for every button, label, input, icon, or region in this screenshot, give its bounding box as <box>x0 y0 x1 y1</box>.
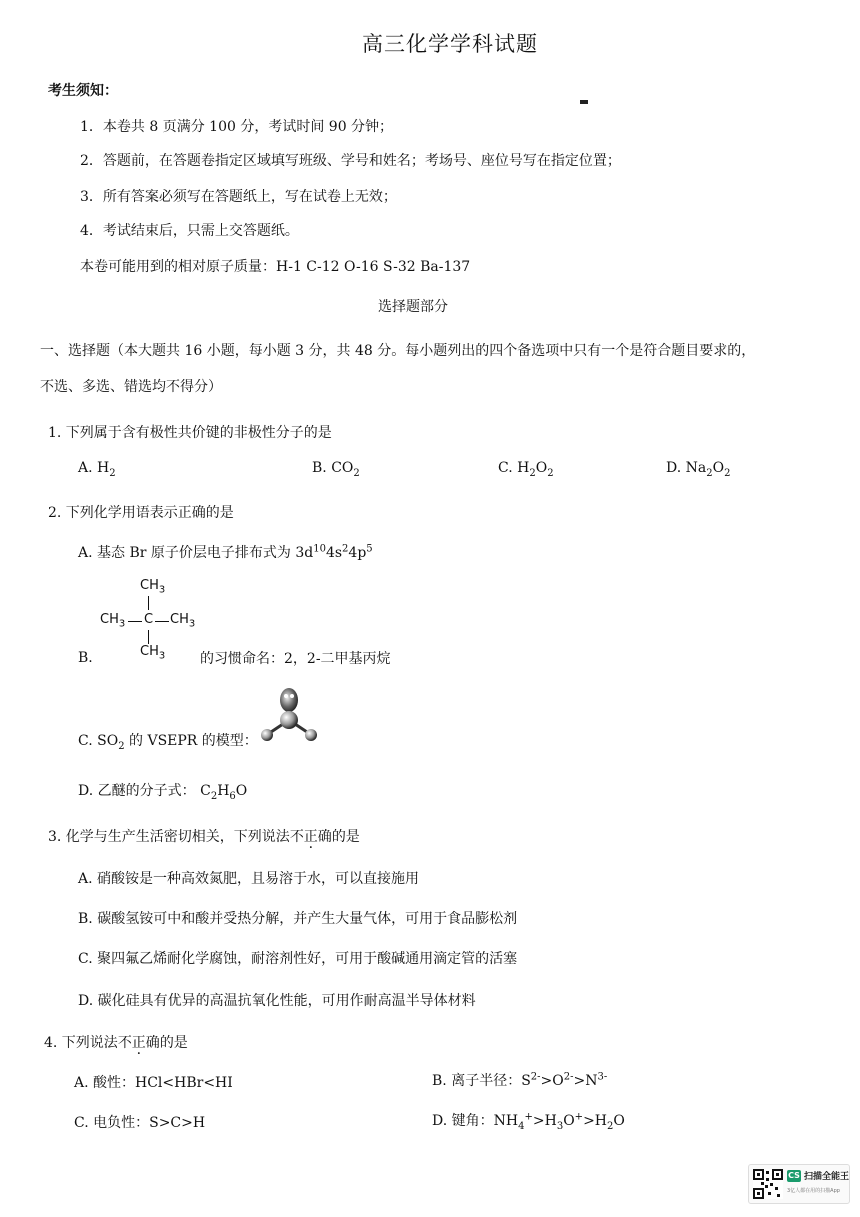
struct-bond-left <box>128 621 142 622</box>
section-intro-line2: 不选、多选、错选均不得分） <box>40 379 222 395</box>
struct-right-ch3: $CH_3$ <box>170 612 196 630</box>
notice-item-1: 1．本卷共 8 页满分 100 分，考试时间 90 分钟； <box>80 119 394 135</box>
q3-option-c: C. 聚四氟乙烯耐化学腐蚀，耐溶剂性好，可用于酸碱通用滴定管的活塞 <box>78 951 518 967</box>
q4-option-b: B. 离子半径：$S^{2-}>O^{2-}>N^{3-}$ <box>432 1071 608 1089</box>
atomic-mass-note: 本卷可能用到的相对原子质量：H-1 C-12 O-16 S-32 Ba-137 <box>80 259 471 275</box>
q2-option-a: A. 基态 Br 原子价层电子排布式为 $3d^{10}4s^24p^5$ <box>78 543 373 561</box>
scan-mark <box>580 100 588 104</box>
q2-option-b-text: 的习惯命名：2，2-二甲基丙烷 <box>200 651 391 667</box>
q3-option-b: B. 碳酸氢铵可中和酸并受热分解，并产生大量气体，可用于食品膨松剂 <box>78 911 518 927</box>
struct-top-ch3: $CH_3$ <box>140 578 166 596</box>
struct-bond-right <box>155 621 169 622</box>
q1-option-d: D. $Na_2O_2$ <box>666 460 731 479</box>
notice-item-2: 2．答题前，在答题卷指定区域填写班级、学号和姓名；考场号、座位号写在指定位置； <box>80 153 621 169</box>
q4-option-c: C. 电负性：S>C>H <box>74 1115 206 1131</box>
q2-stem: 2. 下列化学用语表示正确的是 <box>48 505 234 521</box>
neopentane-structure <box>100 578 200 668</box>
q4-option-d: D. 键角：$NH_4^+>H_3O^+>H_2O$ <box>432 1111 625 1132</box>
q1-stem: 1. 下列属于含有极性共价键的非极性分子的是 <box>48 425 332 441</box>
q4-stem: 4. 下列说法不正确的是 <box>44 1035 188 1051</box>
notice-heading: 考生须知： <box>48 83 118 99</box>
scanner-tagline: 3亿人都在用的扫描App <box>787 1188 840 1194</box>
q3-stem: 3. 化学与生产生活密切相关，下列说法不正确的是 <box>48 829 360 845</box>
q4-emphasis: 不正确 <box>117 1035 160 1051</box>
scanner-watermark <box>748 1164 850 1204</box>
page-title: 高三化学学科试题 <box>362 32 538 56</box>
q2-option-c: C. $SO_2$ 的 VSEPR 的模型： <box>78 733 258 752</box>
q2-option-b-label: B. <box>78 650 93 666</box>
struct-center-c: C <box>144 612 154 627</box>
q3-emphasis: 不正确 <box>289 829 332 845</box>
cs-badge: CS <box>788 1171 800 1180</box>
struct-bond-top <box>148 596 149 610</box>
struct-left-ch3: $CH_3$ <box>100 612 126 630</box>
q3-option-a: A. 硝酸铵是一种高效氮肥，且易溶于水，可以直接施用 <box>78 871 420 887</box>
qr-code-icon <box>753 1169 783 1199</box>
scanner-brand-name: 扫描全能王 <box>804 1172 850 1182</box>
struct-bond-bottom <box>148 630 149 644</box>
q1-option-c: C. $H_2O_2$ <box>498 460 554 479</box>
q1-option-b: B. $CO_2$ <box>312 460 360 479</box>
ether-formula: $C_2H_6O$ <box>200 783 248 802</box>
q2-option-d: D. 乙醚的分子式： $C_2H_6O$ <box>78 783 248 802</box>
section-intro-line1: 一、选择题（本大题共 16 小题，每小题 3 分，共 48 分。每小题列出的四个备选项中只有一个是符合题目要求的， <box>40 343 756 359</box>
struct-bottom-ch3: $CH_3$ <box>140 644 166 662</box>
notice-item-3: 3．所有答案必须写在答题纸上，写在试卷上无效； <box>80 189 397 205</box>
q1-option-a: A. $H_2$ <box>78 460 116 479</box>
so2-vsepr-model-image <box>258 684 320 746</box>
section-title: 选择题部分 <box>378 299 448 315</box>
q3-option-d: D. 碳化硅具有优异的高温抗氧化性能，可用作耐高温半导体材料 <box>78 993 476 1009</box>
notice-item-4: 4．考试结束后，只需上交答题纸。 <box>80 223 299 239</box>
q4-option-a: A. 酸性：HCl<HBr<HI <box>74 1075 233 1091</box>
